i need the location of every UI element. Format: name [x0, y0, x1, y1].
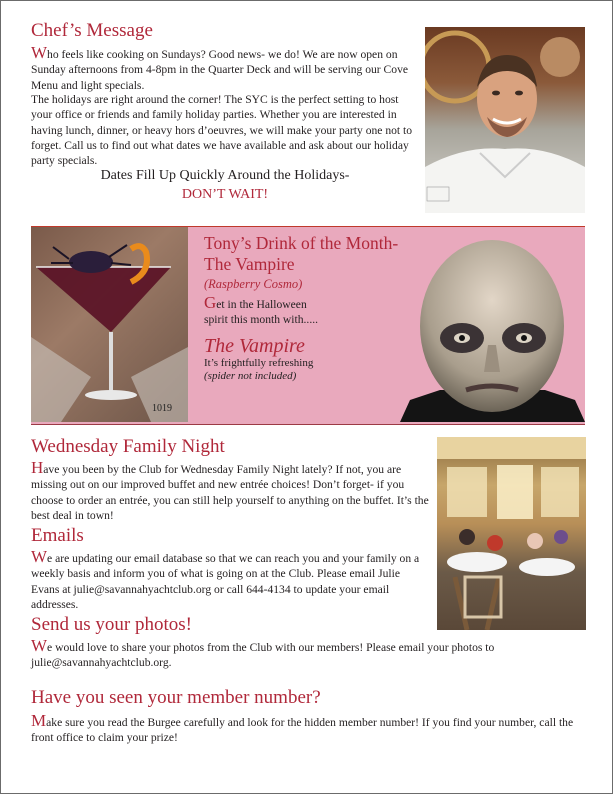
emails-dropcap: W: [31, 547, 48, 566]
chef-paragraph-1: [31, 45, 419, 93]
chef-paragraph-1-text: ho feels like cooking on Sundays? Good news- we do! We are now open on Sunday afternoons from 4-8pm in the Quarter Deck and will be serving our Cove Menu and light specials.: [31, 48, 409, 92]
chef-paragraph-2: The holidays are right around the corner! The SYC is the perfect setting to host your office or friends and family holiday parties. Whether you are interested in having lunch, dinner, or heavy hors d’oeuvres, we will make your party one not to forget. Call us to find out what dates we have available and ask about our holiday party specials.: [31, 93, 413, 168]
drink-title-line2: The Vampire: [204, 254, 295, 274]
dates-line: Dates Fill Up Quickly Around the Holidays-: [100, 168, 350, 183]
drink-intro: [204, 295, 324, 327]
drink-title-line1: Tony’s Drink of the Month-: [204, 233, 399, 253]
photos-text: [31, 638, 587, 671]
photos-body: e would love to share your photos from the Club with our members! Please email your photos to julie@savannahyachtclub.org.: [31, 641, 495, 670]
family-night-heading: Wednesday Family Night: [31, 436, 225, 457]
chef-callout: [31, 166, 419, 204]
member-text: [31, 713, 591, 746]
photos-dropcap: W: [31, 636, 48, 655]
dining-room-photo: [437, 437, 586, 630]
emails-text: [31, 549, 431, 612]
vampire-photo: [400, 240, 585, 422]
member-dropcap: M: [31, 711, 47, 730]
chef-photo-illustration: [425, 27, 585, 213]
emails-body: e are updating our email database so that we can reach you and your family on a weekly basis and inform you of what is going on at the Club. Please email Julie Evans at julie@savannahyachtclub.org or call 644-4134 to update your email addresses.: [31, 552, 420, 611]
dont-wait: DON’T WAIT!: [181, 187, 269, 202]
chef-photo: [425, 27, 585, 213]
member-body: ake sure you read the Burgee carefully and look for the hidden member number! If you find your number, call the front office to claim your prize!: [31, 716, 574, 745]
photo-number: 1019: [152, 403, 172, 414]
vampire-illustration: [400, 240, 585, 422]
chef-heading: Chef’s Message: [31, 20, 153, 41]
drink-dropcap: G: [204, 293, 217, 312]
drink-note: (spider not included): [204, 370, 297, 382]
photos-heading: Send us your photos!: [31, 614, 192, 635]
chef-dropcap: W: [31, 43, 48, 62]
drink-subtitle: (Raspberry Cosmo): [204, 277, 303, 291]
martini-photo: [31, 227, 188, 422]
drink-tagline: It’s frightfully refreshing: [204, 357, 314, 369]
drink-name: The Vampire: [204, 335, 305, 357]
emails-heading: Emails: [31, 525, 84, 546]
family-night-text: [31, 460, 431, 523]
family-night-body: ave you been by the Club for Wednesday Family Night lately? If not, you are missing out on our improved buffet and new entrée choices! Don’t forget- if you choose to order an entrée, you can still help yourself to anything on the buffet. It’s the best deal in town!: [31, 463, 429, 522]
member-heading: Have you seen your member number?: [31, 687, 321, 708]
dining-room-illustration: [437, 437, 586, 630]
family-night-dropcap: H: [31, 458, 44, 477]
martini-illustration: [31, 227, 188, 422]
drink-intro-text: et in the Halloween spirit this month with.....: [204, 298, 319, 326]
